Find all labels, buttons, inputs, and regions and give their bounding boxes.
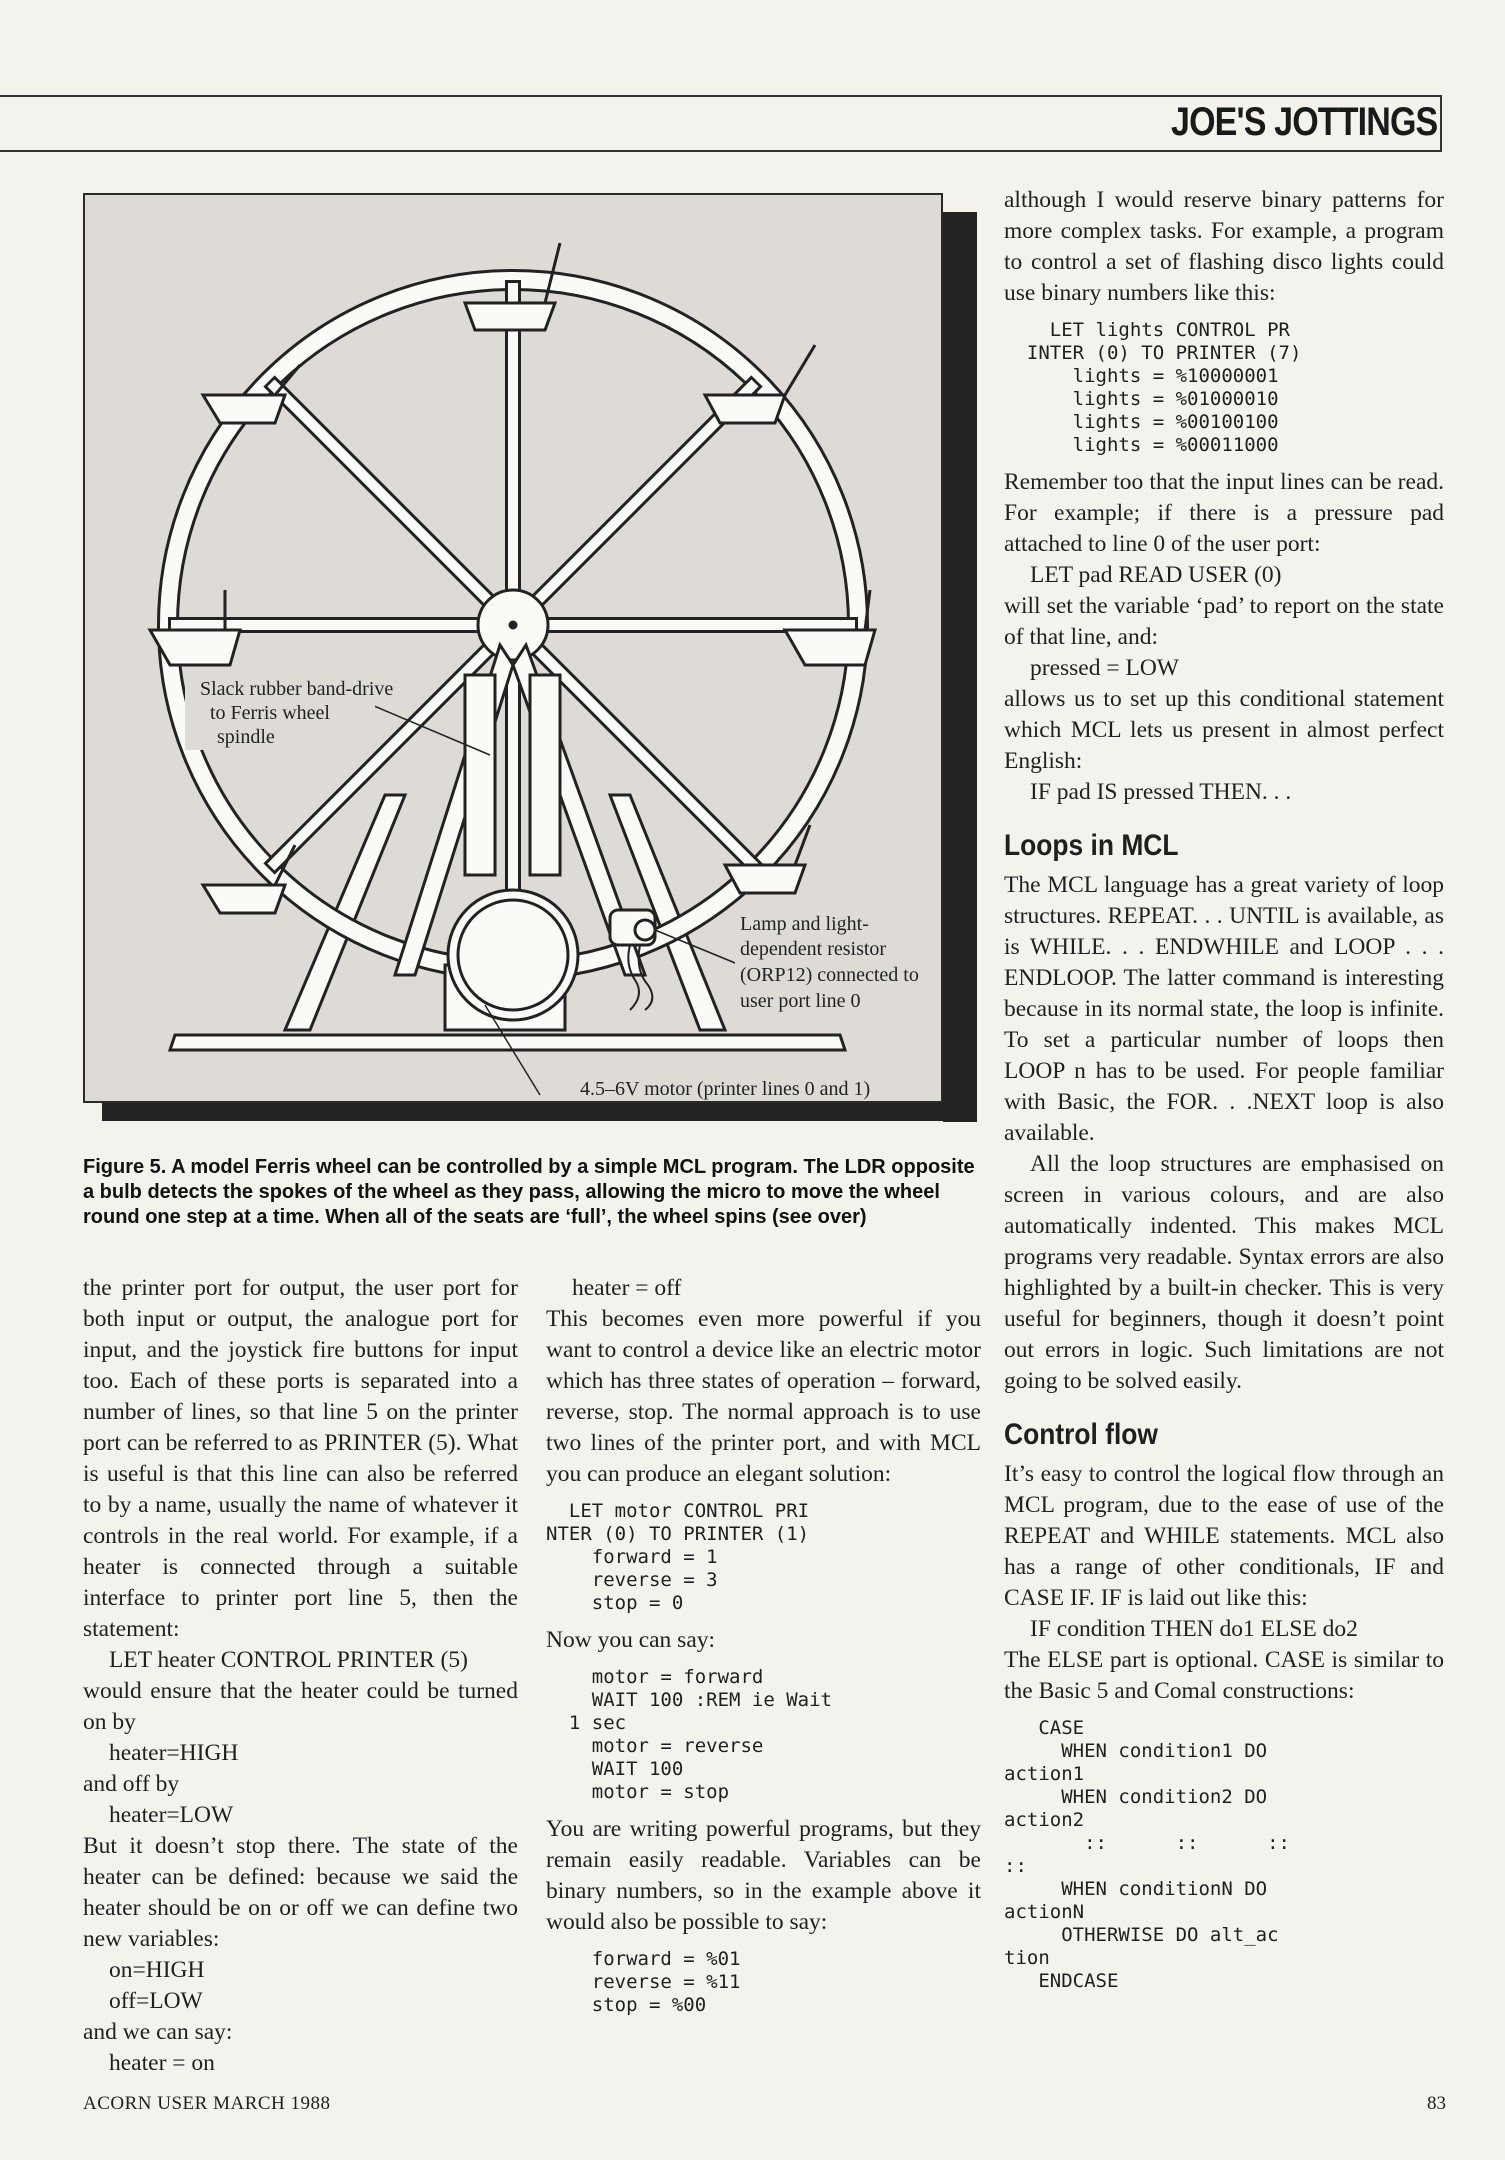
- section-title: JOE'S JOTTINGS: [1170, 100, 1437, 144]
- statement-line: IF condition THEN do1 ELSE do2: [1030, 1616, 1358, 1642]
- label-motor: 4.5–6V motor (printer lines 0 and 1): [580, 1078, 871, 1100]
- code-block: CASE WHEN condition1 DO action1 WHEN condition2 DO action2 :: :: :: :: WHEN conditionN DO actionN OTHERWISE DO alt_ac tion ENDCASE: [1004, 1717, 1290, 1992]
- header-rule-top: [0, 95, 1440, 97]
- statement-line: heater = on: [109, 2050, 215, 2076]
- label-lamp-line4: user port line 0: [740, 990, 861, 1012]
- code-block: LET lights CONTROL PR INTER (0) TO PRINTER (7) lights = %10000001 lights = %01000010 lights = %00100100 lights = %00011000: [1026, 319, 1302, 456]
- code-block: forward = %01 reverse = %11 stop = %00: [591, 1948, 741, 2016]
- column-1: [83, 1273, 518, 2079]
- paragraph: the printer port for output, the user port for both input or output, the analogue port for input, and the joystick fire buttons for input too. Each of these ports is separated into a number of lines, so that line 5 on the printer port can be referred to as PRINTER (5). What is useful is that this line can also be referred to by a name, usually the name of whatever it controls in the real world. For example, if a heater is connected through a suitable interface to printer port line 5, then the statement:: [83, 1275, 518, 1642]
- paragraph: although I would reserve binary patterns for more complex tasks. For example, a program to control a set of flashing disco lights could use binary numbers like this:: [1004, 187, 1444, 306]
- statement-line: heater=LOW: [109, 1802, 234, 1828]
- statement-line: pressed = LOW: [1030, 655, 1179, 681]
- label-slack-line3: spindle: [217, 726, 275, 748]
- label-slack-line1: Slack rubber band-drive: [200, 678, 394, 700]
- paragraph: But it doesn’t stop there. The state of the heater can be defined: because we said the heater should be on or off we can define two new variables:: [83, 1833, 518, 1952]
- column-2: [546, 1273, 981, 2027]
- paragraph: Remember too that the input lines can be read. For example; if there is a pressure pad attached to line 0 of the user port:: [1004, 469, 1444, 557]
- statement-line: LET pad READ USER (0): [1030, 562, 1282, 588]
- column-3: [1004, 185, 1444, 2003]
- code-block: motor = forward WAIT 100 :REM ie Wait 1 sec motor = reverse WAIT 100 motor = stop: [568, 1666, 832, 1803]
- footer-publication: ACORN USER MARCH 1988: [83, 2093, 331, 2114]
- paragraph: would ensure that the heater could be turned on by: [83, 1678, 518, 1735]
- statement-line: LET heater CONTROL PRINTER (5): [109, 1647, 468, 1673]
- paragraph: All the loop structures are emphasised on screen in various colours, and are also automatically indented. This makes MCL programs very readable. Syntax errors are also highlighted by a built-in checker. This is very useful for beginners, though it doesn’t point out errors in logic. Such limitations are not going to be solved easily.: [1004, 1151, 1444, 1394]
- subheading: Loops in MCL: [1004, 829, 1179, 862]
- paragraph: This becomes even more powerful if you want to control a device like an electric motor which has three states of operation – forward, reverse, stop. The normal approach is to use two lines of the printer port, and with MCL you can produce an elegant solution:: [546, 1306, 981, 1487]
- paragraph: The ELSE part is optional. CASE is similar to the Basic 5 and Comal constructions:: [1004, 1647, 1444, 1704]
- subheading: Control flow: [1004, 1418, 1158, 1451]
- paragraph: will set the variable ‘pad’ to report on the state of that line, and:: [1004, 593, 1444, 650]
- paragraph: and off by: [83, 1771, 180, 1797]
- paragraph: and we can say:: [83, 2019, 233, 2045]
- label-lamp-line2: dependent resistor: [740, 938, 887, 960]
- code-block: LET motor CONTROL PRI NTER (0) TO PRINTER (1) forward = 1 reverse = 3 stop = 0: [546, 1500, 810, 1614]
- statement-line: heater = off: [572, 1275, 682, 1301]
- paragraph: allows us to set up this conditional statement which MCL lets us present in almost perfect English:: [1004, 686, 1444, 774]
- paragraph: The MCL language has a great variety of loop structures. REPEAT. . . UNTIL is available, as is WHILE. . . ENDWHILE and LOOP . . . ENDLOOP. The latter command is interesting because in its normal state, the loop is infinite. To set a particular number of loops then LOOP n has to be used. For people familiar with Basic, the FOR. . .NEXT loop is also available.: [1004, 872, 1444, 1146]
- page-number: 83: [1427, 2093, 1446, 2114]
- paragraph: You are writing powerful programs, but they remain easily readable. Variables can be binary numbers, so in the example above it would also be possible to say:: [546, 1816, 981, 1935]
- ferris-wheel-figure: [83, 193, 943, 1103]
- label-slack-line2: to Ferris wheel: [210, 702, 330, 724]
- statement-line: heater=HIGH: [109, 1740, 239, 1766]
- header-rule-vertical: [1440, 95, 1442, 152]
- statement-line: IF pad IS pressed THEN. . .: [1030, 779, 1292, 805]
- statement-line: on=HIGH: [109, 1957, 205, 1983]
- paragraph: It’s easy to control the logical flow through an MCL program, due to the ease of use of the REPEAT and WHILE statements. MCL also has a range of other conditionals, IF and CASE IF. IF is laid out like this:: [1004, 1461, 1444, 1611]
- ferris-wheel-illustration: [85, 195, 945, 1105]
- header-rule-bottom: [0, 150, 1440, 152]
- statement-line: off=LOW: [109, 1988, 203, 2014]
- figure-caption: Figure 5. A model Ferris wheel can be controlled by a simple MCL program. The LDR opposite a bulb detects the spokes of the wheel as they pass, allowing the micro to move the wheel round one step at a time. When all of the seats are ‘full’, the wheel spins (see over): [83, 1156, 975, 1228]
- figure-shadow: [102, 1103, 977, 1121]
- label-lamp-line3: (ORP12) connected to: [740, 964, 919, 986]
- label-lamp-line1: Lamp and light-: [740, 913, 869, 935]
- paragraph: Now you can say:: [546, 1627, 716, 1653]
- figure-shadow: [943, 212, 977, 1122]
